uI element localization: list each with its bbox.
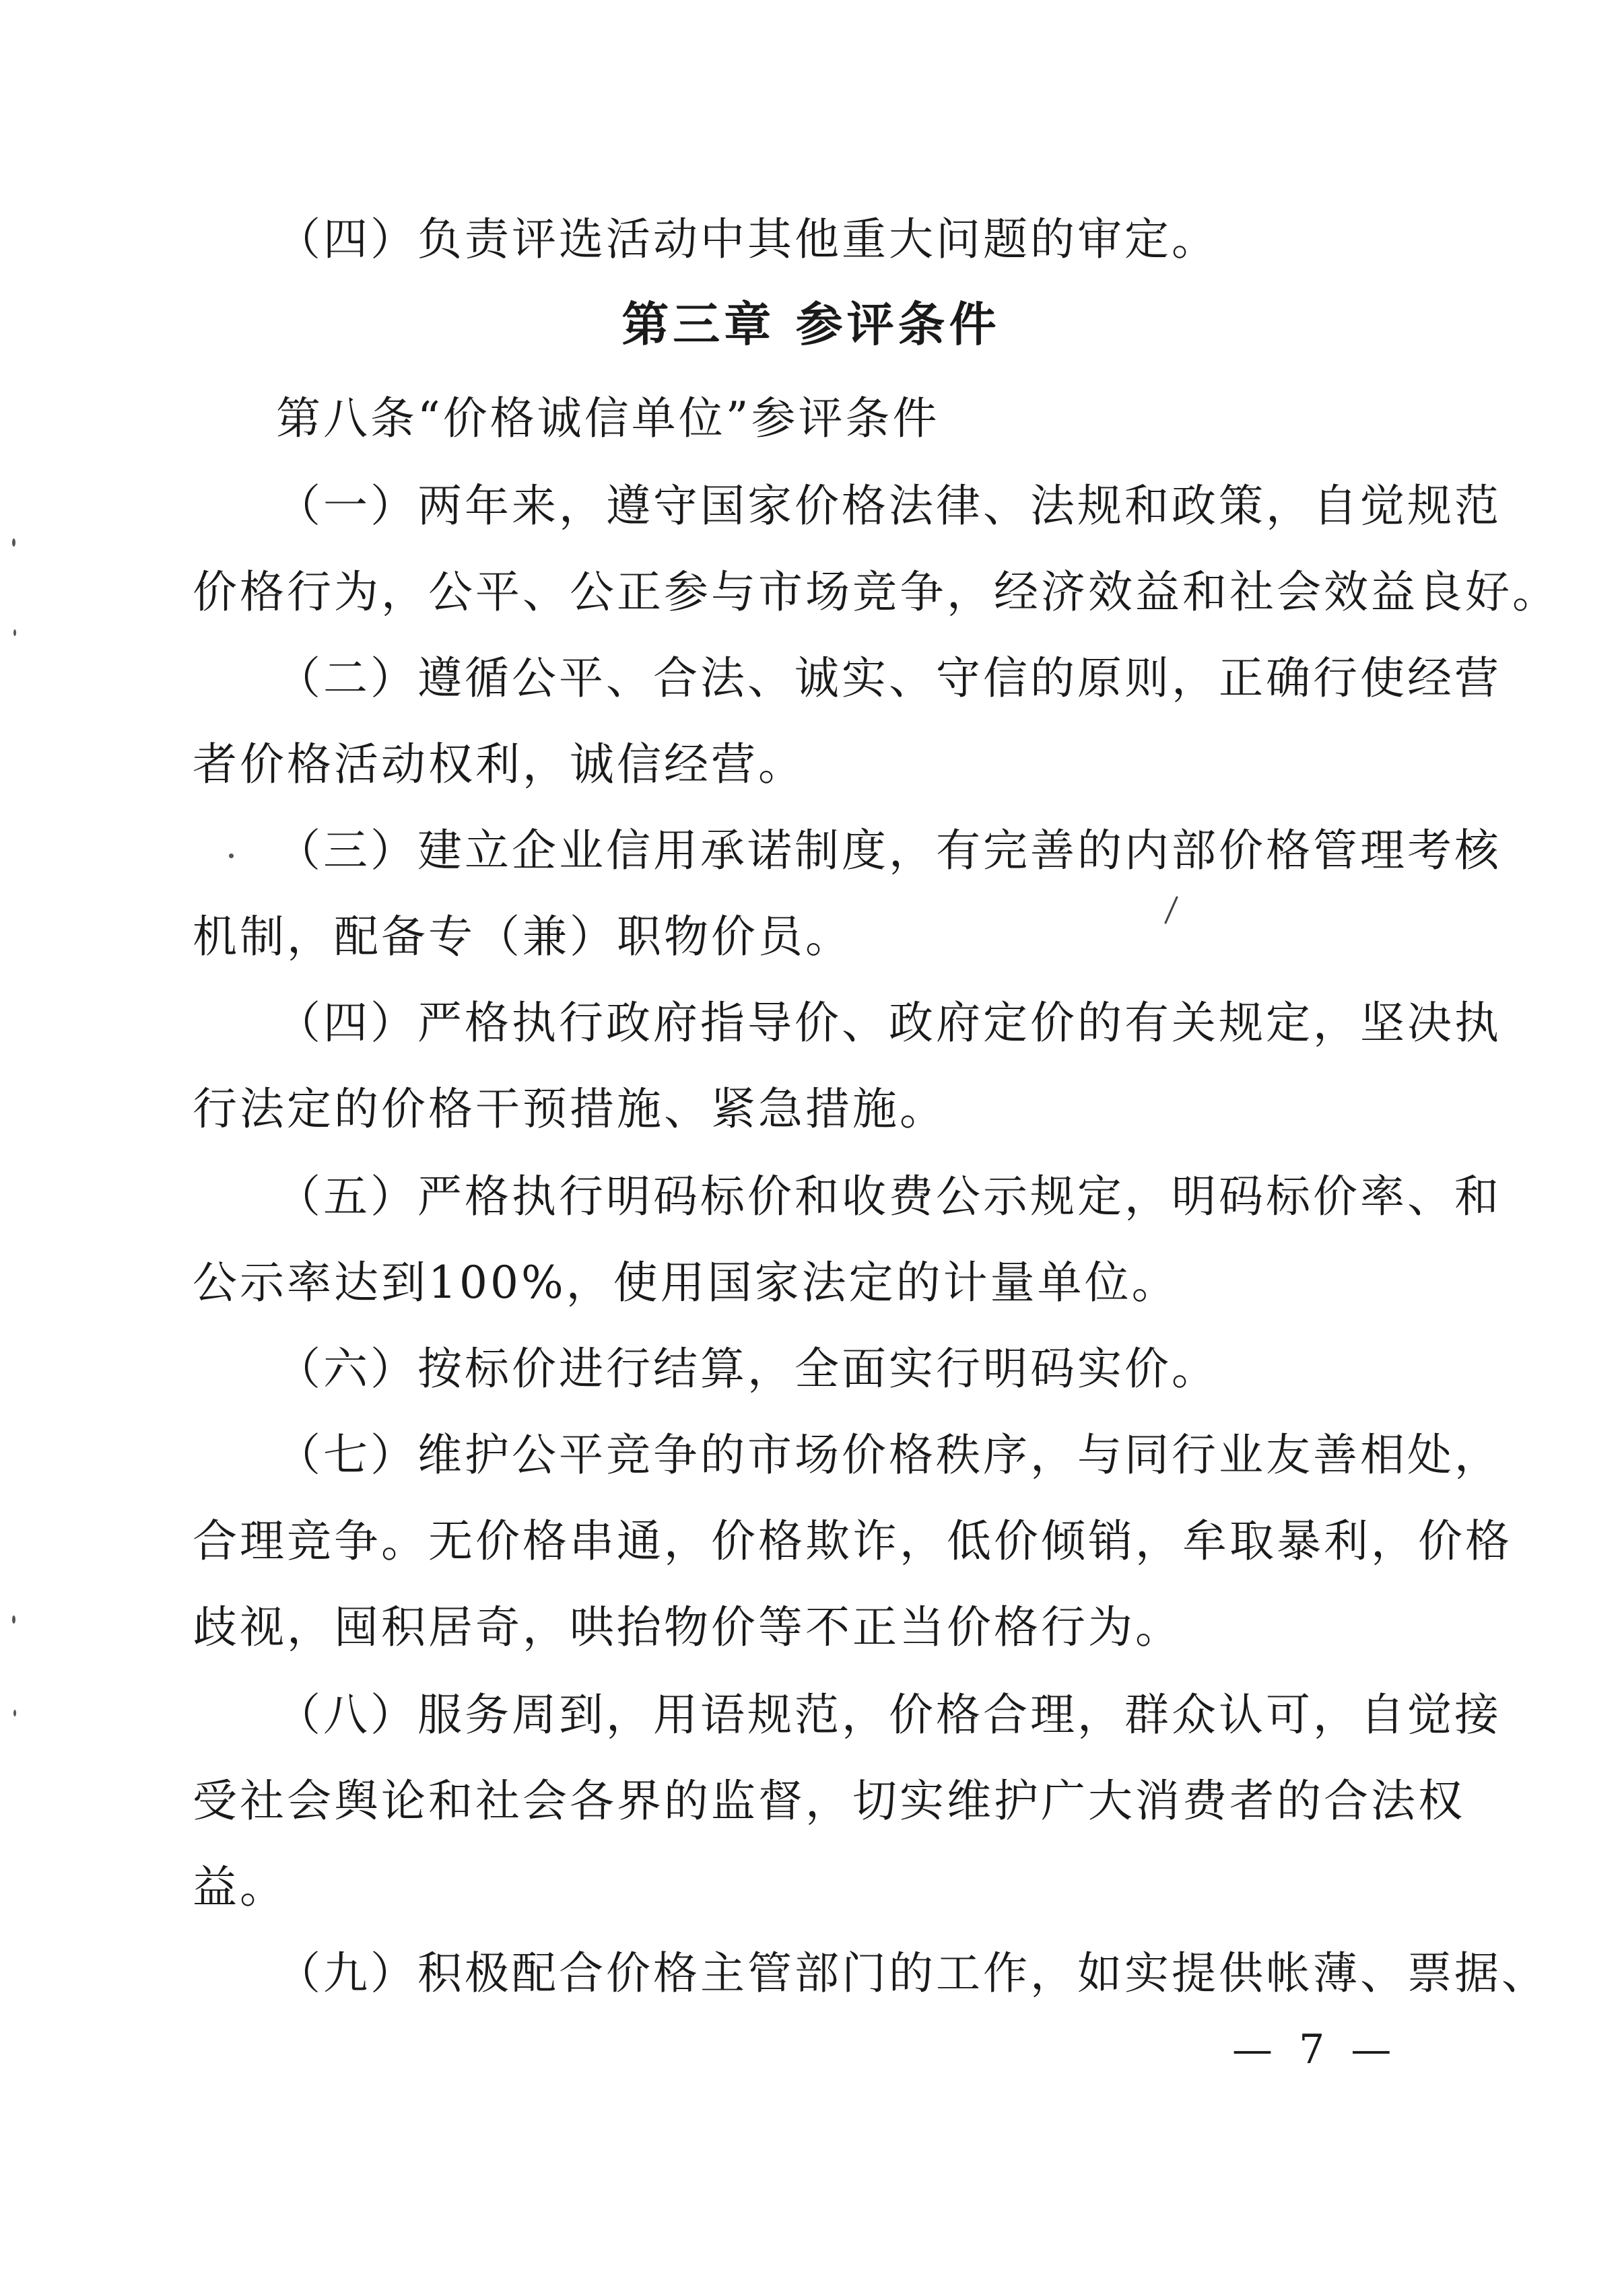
paragraph-line: 价格行为，公平、公正参与市场竞争，经济效益和社会效益良好。 xyxy=(193,566,1559,618)
chapter-heading: 第三章 参评条件 xyxy=(621,297,1001,352)
paragraph-line: （九）积极配合价格主管部门的工作，如实提供帐薄、票据、 xyxy=(276,1947,1549,1999)
paragraph-line: （五）严格执行明码标价和收费公示规定，明码标价率、和 xyxy=(276,1171,1501,1222)
paragraph-line: （四）负责评选活动中其他重大问题的审定。 xyxy=(276,213,1219,265)
paragraph-line: 益。 xyxy=(193,1861,287,1913)
paragraph-line: 行法定的价格干预措施、紧急措施。 xyxy=(193,1083,947,1135)
paragraph-line: （四）严格执行政府指导价、政府定价的有关规定，坚决执 xyxy=(276,997,1501,1049)
paragraph-line: 受社会舆论和社会各界的监督，切实维护广大消费者的合法权 xyxy=(193,1775,1465,1827)
paragraph-line: （二）遵循公平、合法、诚实、守信的原则，正确行使经营 xyxy=(276,652,1501,704)
paragraph-line: 歧视，囤积居奇，哄抬物价等不正当价格行为。 xyxy=(193,1601,1182,1653)
paragraph-line: （七）维护公平竞争的市场价格秩序，与同行业友善相处， xyxy=(276,1429,1501,1481)
paragraph-line: 公示率达到100%，使用国家法定的计量单位。 xyxy=(193,1257,1179,1309)
paragraph-line: （八）服务周到，用语规范，价格合理，群众认可，自觉接 xyxy=(276,1689,1501,1741)
paragraph-line: 机制，配备专（兼）职物价员。 xyxy=(193,911,852,963)
paragraph-line: 者价格活动权利，诚信经营。 xyxy=(193,738,805,790)
scan-speck xyxy=(13,629,16,636)
paragraph-line: 合理竞争。无价格串通，价格欺诈，低价倾销，牟取暴利，价格 xyxy=(193,1515,1512,1567)
scan-speck xyxy=(229,854,234,858)
paragraph-line: （六）按标价进行结算，全面实行明码实价。 xyxy=(276,1343,1219,1395)
paragraph-line: （一）两年来，遵守国家价格法律、法规和政策，自觉规范 xyxy=(276,480,1501,532)
paragraph-line: （三）建立企业信用承诺制度，有完善的内部价格管理考核 xyxy=(276,825,1501,876)
scan-speck xyxy=(12,538,15,547)
scan-speck xyxy=(12,1615,15,1624)
article-title: 第八条“价格诚信单位”参评条件 xyxy=(276,392,940,444)
scan-speck xyxy=(13,1710,16,1716)
page-number: — 7 — xyxy=(1232,2026,1398,2073)
